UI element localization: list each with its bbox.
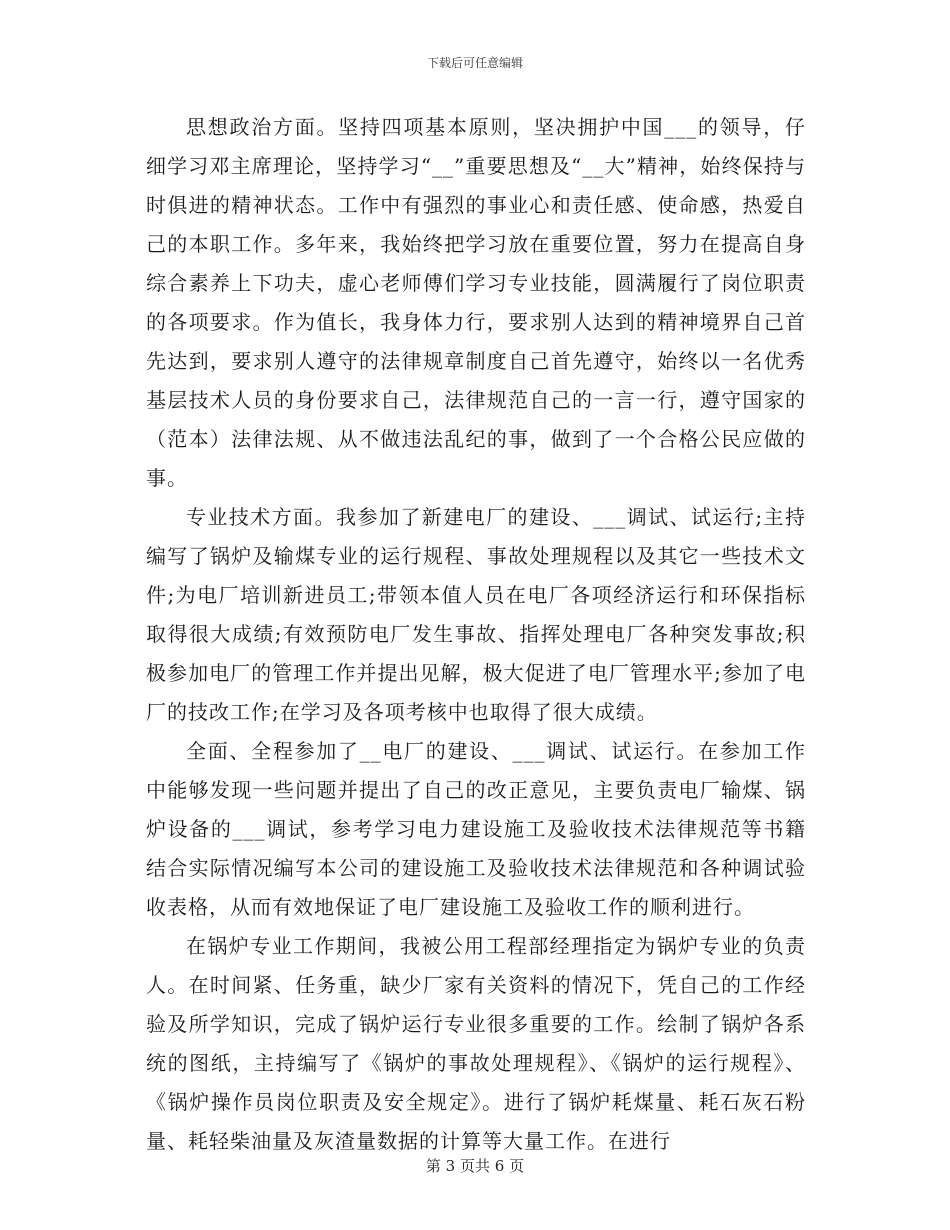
paragraph-political: 思想政治方面。坚持四项基本原则，坚决拥护中国___的领导，仔细学习邓主席理论，坚持学习“__”重要思想及“__大”精神，始终保持与时俱进的精神状态。工作中有强烈的事业心和责任感、使命感，热爱自己的本职工作。多年来，我始终把学习放在重要位置，努力在提高自身综合素养上下功夫，虚心老师傅们学习专业技能，圆满履行了岗位职责的各项要求。作为值长，我身体力行，要求别人达到的精神境界自己首先达到，要求别人遵守的法律规章制度自己首先遵守，始终以一名优秀基层技术人员的身份要求自己，法律规范自己的一言一行，遵守国家的（范本）法律法规、从不做违法乱纪的事，做到了一个合格公民应做的事。 <box>146 115 806 490</box>
page-number: 第 3 页共 6 页 <box>425 1157 525 1175</box>
document-body <box>146 108 806 1161</box>
paragraph-technical: 专业技术方面。我参加了新建电厂的建设、___调试、试运行;主持编写了锅炉及输煤专业的运行规程、事故处理规程以及其它一些技术文件;为电厂培训新进员工;带领本值人员在电厂各项经济运行和环保指标取得很大成绩;有效预防电厂发生事故、指挥处理电厂各种突发事故;积极参加电厂的管理工作并提出见解，极大促进了电厂管理水平;参加了电厂的技改工作;在学习及各项考核中也取得了很大成绩。 <box>146 505 806 724</box>
paragraph-boiler: 在锅炉专业工作期间，我被公用工程部经理指定为锅炉专业的负责人。在时间紧、任务重，缺少厂家有关资料的情况下，凭自己的工作经验及所学知识，完成了锅炉运行专业很多重要的工作。绘制了锅炉各系统的图纸，主持编写了《锅炉的事故处理规程》、《锅炉的运行规程》、《锅炉操作员岗位职责及安全规定》。进行了锅炉耗煤量、耗石灰石粉量、耗轻柴油量及灰渣量数据的计算等大量工作。在进行 <box>146 934 806 1153</box>
page-header-note: 下载后可任意编辑 <box>426 56 523 70</box>
paragraph-construction: 全面、全程参加了__电厂的建设、___调试、试运行。在参加工作中能够发现一些问题并提出了自己的改正意见，主要负责电厂输煤、锅炉设备的___调试，参考学习电力建设施工及验收技术法律规范等书籍结合实际情况编写本公司的建设施工及验收技术法律规范和各种调试验收表格，从而有效地保证了电厂建设施工及验收工作的顺利进行。 <box>146 739 806 919</box>
